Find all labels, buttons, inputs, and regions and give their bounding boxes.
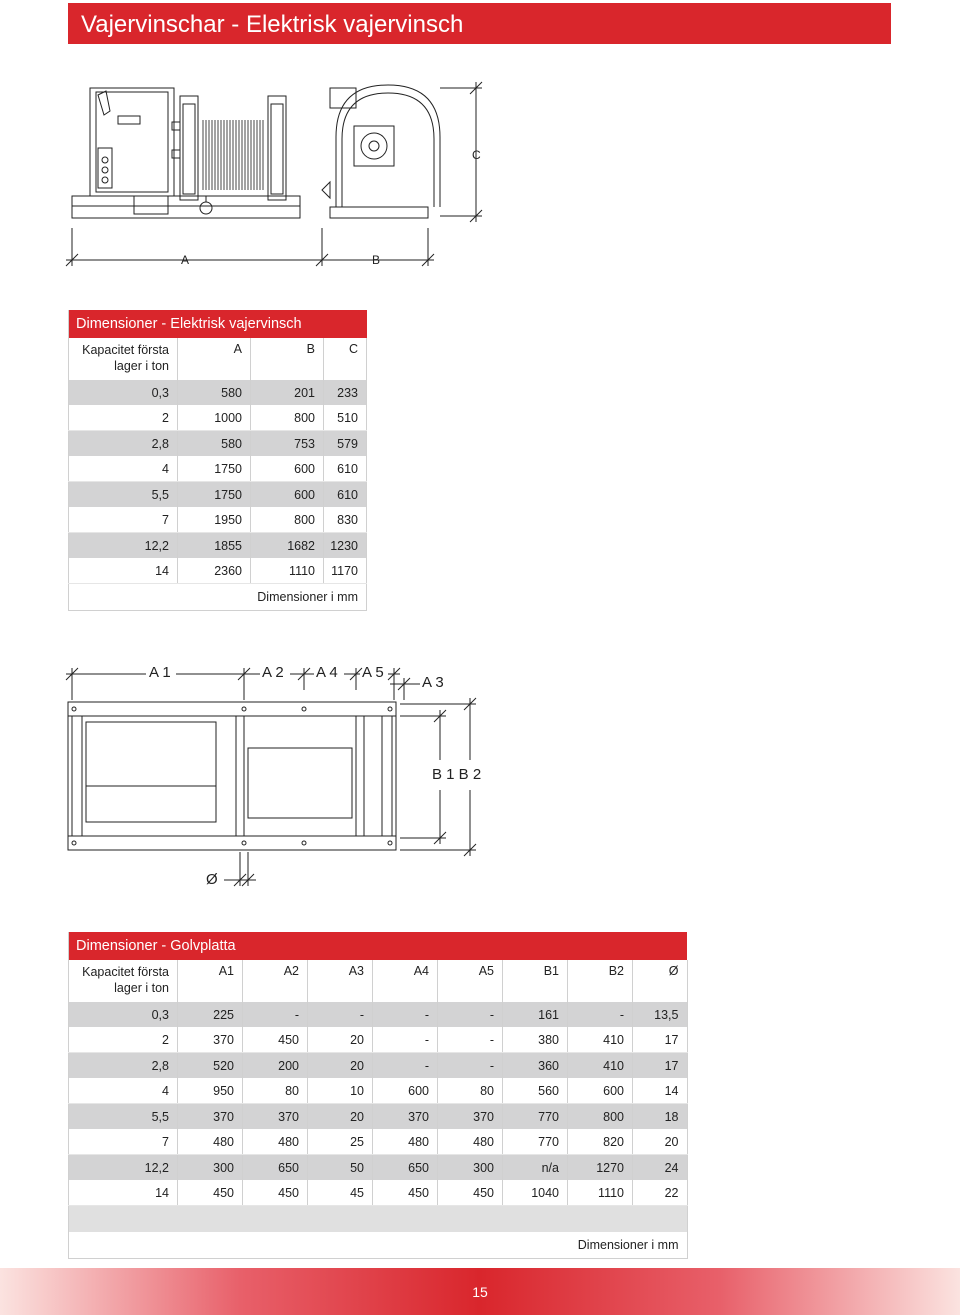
column-header: A1 bbox=[178, 960, 243, 1002]
table-cell: 580 bbox=[178, 431, 251, 457]
table-cell: - bbox=[438, 1027, 503, 1053]
table-cell: 1000 bbox=[178, 405, 251, 431]
table-cell: - bbox=[438, 1053, 503, 1079]
table-cell: 300 bbox=[178, 1155, 243, 1181]
table-cell: 17 bbox=[633, 1053, 688, 1079]
column-header: C bbox=[324, 338, 367, 380]
table-row bbox=[69, 456, 367, 482]
table-cell: 770 bbox=[503, 1129, 568, 1155]
column-header: A2 bbox=[243, 960, 308, 1002]
table-cell: 370 bbox=[178, 1027, 243, 1053]
table-cell: 17 bbox=[633, 1027, 688, 1053]
table-cell: 2360 bbox=[178, 558, 251, 584]
table-row bbox=[69, 1129, 688, 1155]
table-cell: 600 bbox=[251, 456, 324, 482]
table-cell: 950 bbox=[178, 1078, 243, 1104]
table-cell: 560 bbox=[503, 1078, 568, 1104]
table-cell: 1855 bbox=[178, 533, 251, 559]
table-row bbox=[69, 558, 367, 584]
table-cell: 650 bbox=[243, 1155, 308, 1181]
table-cell: 610 bbox=[324, 456, 367, 482]
table-cell: 450 bbox=[243, 1180, 308, 1206]
table-cell: 18 bbox=[633, 1104, 688, 1130]
table-title: Dimensioner - Golvplatta bbox=[69, 932, 687, 960]
table-cell: 14 bbox=[633, 1078, 688, 1104]
table-cell: 50 bbox=[308, 1155, 373, 1181]
table-cell: 370 bbox=[178, 1104, 243, 1130]
table-row bbox=[69, 533, 367, 559]
table-row bbox=[69, 431, 367, 457]
table-cell: 80 bbox=[243, 1078, 308, 1104]
table-cell: 370 bbox=[373, 1104, 438, 1130]
table-cell: 450 bbox=[243, 1027, 308, 1053]
table-cell: 410 bbox=[568, 1053, 633, 1079]
table-row bbox=[69, 1002, 688, 1027]
column-header: Ø bbox=[633, 960, 688, 1002]
table-cell: 20 bbox=[308, 1027, 373, 1053]
table-cell: 200 bbox=[243, 1053, 308, 1079]
table-cell: 24 bbox=[633, 1155, 688, 1181]
table-cell: 1230 bbox=[324, 533, 367, 559]
winch-dimensions-table bbox=[68, 310, 367, 611]
page-title: Vajervinschar - Elektrisk vajervinsch bbox=[81, 11, 464, 38]
table-cell: - bbox=[243, 1002, 308, 1027]
table-cell: 20 bbox=[308, 1104, 373, 1130]
table-cell: 2 bbox=[69, 1027, 178, 1053]
dim-label-a3: A 3 bbox=[422, 674, 444, 691]
table-cell: 1950 bbox=[178, 507, 251, 533]
table-cell: 0,3 bbox=[69, 1002, 178, 1027]
floor-plate-dimensions-table bbox=[68, 932, 688, 1259]
dim-label-a4: A 4 bbox=[316, 664, 338, 681]
table-cell: 450 bbox=[373, 1180, 438, 1206]
table-cell: 4 bbox=[69, 1078, 178, 1104]
table-cell: - bbox=[373, 1002, 438, 1027]
table-cell: 20 bbox=[308, 1053, 373, 1079]
table-cell: 600 bbox=[251, 482, 324, 508]
dim-label-a1: A 1 bbox=[149, 664, 171, 681]
table-cell: 7 bbox=[69, 1129, 178, 1155]
dim-label-b: B bbox=[372, 253, 381, 267]
table-cell: 201 bbox=[251, 380, 324, 405]
table-cell: 2,8 bbox=[69, 431, 178, 457]
table-cell: 1750 bbox=[178, 482, 251, 508]
table-cell: 22 bbox=[633, 1180, 688, 1206]
table-cell: 800 bbox=[251, 507, 324, 533]
table-cell: 7 bbox=[69, 507, 178, 533]
column-header: B bbox=[251, 338, 324, 380]
table-cell: - bbox=[568, 1002, 633, 1027]
table-row bbox=[69, 482, 367, 508]
table-cell: 800 bbox=[251, 405, 324, 431]
table-row bbox=[69, 405, 367, 431]
table-cell: 600 bbox=[568, 1078, 633, 1104]
table-row bbox=[69, 1078, 688, 1104]
column-header: A3 bbox=[308, 960, 373, 1002]
table-cell: 410 bbox=[568, 1027, 633, 1053]
table-cell: 2,8 bbox=[69, 1053, 178, 1079]
table-cell: 480 bbox=[373, 1129, 438, 1155]
table-cell: 14 bbox=[69, 1180, 178, 1206]
table-cell: 830 bbox=[324, 507, 367, 533]
table-cell: 480 bbox=[438, 1129, 503, 1155]
page-number: 15 bbox=[472, 1284, 488, 1300]
table-cell: 225 bbox=[178, 1002, 243, 1027]
table-cell: 2 bbox=[69, 405, 178, 431]
table-cell: 12,2 bbox=[69, 1155, 178, 1181]
table-cell: 80 bbox=[438, 1078, 503, 1104]
table-cell: 800 bbox=[568, 1104, 633, 1130]
table-cell: 12,2 bbox=[69, 533, 178, 559]
table-cell: 20 bbox=[633, 1129, 688, 1155]
column-header: B2 bbox=[568, 960, 633, 1002]
table-row bbox=[69, 507, 367, 533]
table-cell: 1040 bbox=[503, 1180, 568, 1206]
table-cell: 1270 bbox=[568, 1155, 633, 1181]
column-header: B1 bbox=[503, 960, 568, 1002]
table-cell: 770 bbox=[503, 1104, 568, 1130]
column-header: A bbox=[178, 338, 251, 380]
dim-label-a: A bbox=[181, 253, 190, 267]
table-cell: - bbox=[373, 1053, 438, 1079]
table-cell: 0,3 bbox=[69, 380, 178, 405]
table-row bbox=[69, 1155, 688, 1181]
table-cell: 25 bbox=[308, 1129, 373, 1155]
table-cell: - bbox=[373, 1027, 438, 1053]
dim-label-a2: A 2 bbox=[262, 664, 284, 681]
dim-label-a5: A 5 bbox=[362, 664, 384, 681]
column-header: A4 bbox=[373, 960, 438, 1002]
table-title: Dimensioner - Elektrisk vajervinsch bbox=[69, 310, 367, 338]
table-cell: 1170 bbox=[324, 558, 367, 584]
table-cell: 650 bbox=[373, 1155, 438, 1181]
table-cell: 10 bbox=[308, 1078, 373, 1104]
table-cell: 13,5 bbox=[633, 1002, 688, 1027]
table-cell: 1750 bbox=[178, 456, 251, 482]
table-cell: 600 bbox=[373, 1078, 438, 1104]
table-cell: 579 bbox=[324, 431, 367, 457]
table-cell: - bbox=[308, 1002, 373, 1027]
table-cell: - bbox=[438, 1002, 503, 1027]
table-cell: 1110 bbox=[251, 558, 324, 584]
table-cell: 580 bbox=[178, 380, 251, 405]
table-cell: 480 bbox=[243, 1129, 308, 1155]
column-header: Kapacitet första lager i ton bbox=[69, 960, 178, 1002]
table-row bbox=[69, 1180, 688, 1206]
table-row bbox=[69, 1053, 688, 1079]
dim-label-b1-b2: B 1 B 2 bbox=[432, 766, 482, 783]
control-box-outline bbox=[90, 88, 174, 196]
table-cell: 480 bbox=[178, 1129, 243, 1155]
table-cell: 5,5 bbox=[69, 482, 178, 508]
table-row bbox=[69, 380, 367, 405]
table-cell: 753 bbox=[251, 431, 324, 457]
table-spacer-row bbox=[69, 1206, 688, 1233]
dim-label-c: C bbox=[472, 148, 481, 162]
table-cell: 370 bbox=[438, 1104, 503, 1130]
table-cell: 5,5 bbox=[69, 1104, 178, 1130]
table-cell: 380 bbox=[503, 1027, 568, 1053]
table-footer-note: Dimensioner i mm bbox=[69, 584, 367, 611]
page-header bbox=[68, 3, 891, 44]
table-cell: 360 bbox=[503, 1053, 568, 1079]
table-cell: 45 bbox=[308, 1180, 373, 1206]
table-cell: 14 bbox=[69, 558, 178, 584]
table-row bbox=[69, 1027, 688, 1053]
table-cell: 1682 bbox=[251, 533, 324, 559]
table-row bbox=[69, 1104, 688, 1130]
table-cell: 610 bbox=[324, 482, 367, 508]
table-footer-note: Dimensioner i mm bbox=[69, 1232, 688, 1259]
dim-label-diameter: Ø bbox=[206, 871, 218, 888]
table-cell: 450 bbox=[438, 1180, 503, 1206]
table-cell: 1110 bbox=[568, 1180, 633, 1206]
table-cell: 450 bbox=[178, 1180, 243, 1206]
table-cell: 300 bbox=[438, 1155, 503, 1181]
table-cell: 510 bbox=[324, 405, 367, 431]
table-cell: 161 bbox=[503, 1002, 568, 1027]
column-header: Kapacitet första lager i ton bbox=[69, 338, 178, 380]
table-cell: 370 bbox=[243, 1104, 308, 1130]
column-header: A5 bbox=[438, 960, 503, 1002]
table-cell: 4 bbox=[69, 456, 178, 482]
table-cell: 233 bbox=[324, 380, 367, 405]
table-cell: 520 bbox=[178, 1053, 243, 1079]
table-cell: 820 bbox=[568, 1129, 633, 1155]
table-cell: n/a bbox=[503, 1155, 568, 1181]
